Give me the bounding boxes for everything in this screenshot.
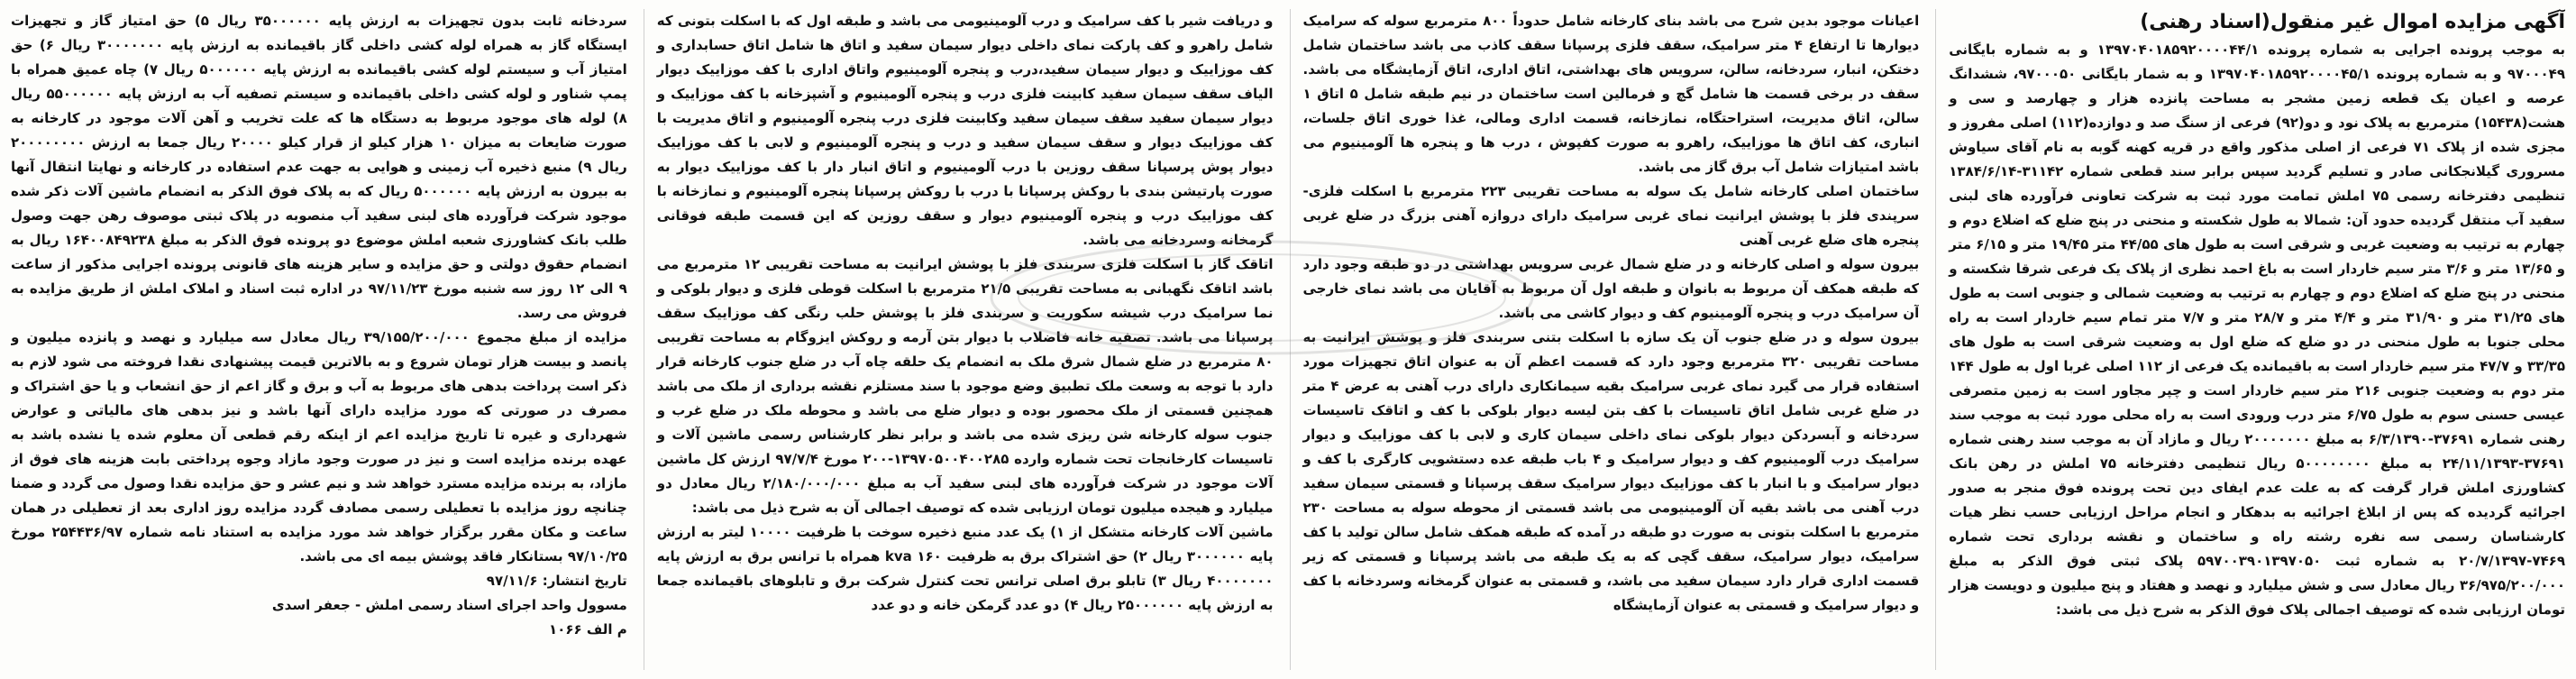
notice-column-4	[11, 9, 627, 670]
notice-paragraph: ماشین آلات کارخانه متشکل از ۱) یک عدد منبع ذخیره سوخت با ظرفیت ۱۰۰۰۰ لیتر به ارزش پایه ۳۰۰۰۰۰۰ ریال ۲) حق اشتراک برق به ظرفیت ۱۶۰ kva همراه با ترانس برق به ارزش پایه ۴۰۰۰۰۰۰۰ ریال ۳) تابلو برق اصلی ترانس تحت کنترل شرکت برق و تابلوهای باقیمانده جمعا به ارزش پایه ۲۵۰۰۰۰۰۰ ریال ۴) دو عدد گرمکن خانه و دو عدد	[656, 524, 1274, 613]
notice-paragraph: و دریافت شیر با کف سرامیک و درب آلومینیومی می باشد و طبقه اول که با اسکلت بتونی که شامل راهرو و کف پارکت نمای داخلی دیوار سیمان سفید و اتاق ها شامل اتاق حسابداری و کف موزاییک و دیوار سیمان سفید،درب و پنجره آلومینیوم واتاق اداری با کف موزاییک دیوار الیاف سقف سیمان سفید کابینت فلزی درب و پنجره آلومینیوم و آشپزخانه با کف موزاییک و دیوار سیمان سفید سقف سیمان سفید وکابینت فلزی درب پنجره آلومینیوم و اتاق مدیریت با کف موزاییک دیوار و سقف سیمان سفید و درب و پنجره آلومینیوم و لابی با کف موزاییک دیوار پوش پرسپانا سقف روزین با درب آلومینیوم و اتاق انبار دار با کف موزاییک دیوار به صورت پارتیشن بندی با روکش پرسپانا با درب با روکش پرسپانا پنجره آلومینیوم و نمازخانه با کف موزاییک درب و پنجره آلومینیوم دیوار و سقف روزین که این قسمت طبقه فوقانی گرمخانه وسردخانه می باشد.	[656, 13, 1274, 248]
ad-reference-code: م الف ۱۰۶۶	[549, 621, 627, 638]
notice-column-2	[1290, 9, 1920, 670]
notice-paragraph: اتاقک گاز با اسکلت فلزی سربندی فلز با پوشش ایرانیت به مساحت تقریبی ۱۲ مترمربع می باشد اتاقک نگهبانی به مساحت تقریبی ۲۱/۵ مترمربع با اسکلت قوطی فلزی و دیوار بلوکی و نما سرامیک درب شیشه سکوریت و سربندی فلز با پوشش حلب رنگی کف موزاییک سقف پرسپانا می باشد. تصفیه خانه فاضلاب با دیوار بتن آرمه و روکش ایزوگام به مساحت تقریبی ۸۰ مترمربع در ضلع شمال شرق ملک به انضمام یک حلقه چاه آب در ضلع جنوب کارخانه قرار دارد با توجه به وسعت ملک تطبیق وضع موجود با سند مستلزم نقشه برداری از ملک می باشد همچنین قسمتی از ملک محصور بوده و دیوار ضلع می باشد و محوطه ملک در ضلع غرب و جنوب سوله کارخانه شن ریزی شده می باشد و برابر نظر کارشناس رسمی ماشین آلات و تاسیسات کارخانجات تحت شماره وارده ۱۳۹۷۰۵۰۰۴۰۰۲۸۵-۲۰۰ مورخ ۹۷/۷/۴ ارزش کل ماشین آلات موجود در شرکت فرآورده های لبنی سفید آب به مبلغ ۲/۱۸۰/۰۰۰/۰۰۰ ریال معادل دو میلیارد و هیجده میلیون تومان ارزیابی شده که توصیف اجمالی آن به شرح ذیل می باشد:	[656, 256, 1274, 516]
notice-paragraph: بیرون سوله و در ضلع جنوب آن یک سازه با اسکلت بتنی سربندی فلز و پوشش ایرانیت به مساحت تقریبی ۳۲۰ مترمربع وجود دارد که قسمت اعظم آن به عنوان اتاق تجهیزات مورد استفاده قرار می گیرد نمای غربی سرامیک بقیه سیمانکاری دارای درب آهنی به عرض ۴ متر در ضلع غربی شامل اتاق تاسیسات با کف بتن لیسه دیوار بلوکی با کف و اتاقک تاسیسات سردخانه و آبسردکن دیوار بلوکی نمای داخلی سیمان کاری و لابی با کف موزاییک و دیوار سرامیک درب آلومینیوم کف و دیوار سرامیک و ۴ باب طبقه عده دستشویی کارگری با کف و دیوار سرامیک و با انبار با کف موزاییک دیوار سرامیک سقف پرسپانا و قسمتی سیمان سفید درب آهنی می باشد بقیه آن آلومینیومی می باشد قسمتی از محوطه سوله به مساحت ۲۳۰ مترمربع با اسکلت بتونی به صورت دو طبقه در آمده که طبقه همکف شامل سالن تولید با کف سرامیک، دیوار سرامیک، سقف گچی که به یک طبقه می باشد پرسپانا و قسمتی که زیر قسمت اداری قرار دارد سیمان سفید می باشد، و قسمتی به عنوان گرمخانه وسردخانه با کف و دیوار سرامیک و قسمتی به عنوان آزمایشگاه	[1302, 329, 1920, 613]
publication-date: تاریخ انتشار: ۹۷/۱۱/۶	[486, 573, 627, 589]
notice-title: آگهی مزایده اموال غیر منقول(اسناد رهنی)	[2140, 11, 2565, 33]
notice-column-body	[1303, 9, 1920, 618]
notice-column-3	[644, 9, 1274, 670]
notice-paragraph: بیرون سوله و اصلی کارخانه و در ضلع شمال غربی سرویس بهداشتی در دو طبقه وجود دارد که طبقه همکف آن مربوط به بانوان و طبقه اول آن مربوط به آقایان می باشد نمای خارجی آن سرامیک درب و پنجره آلومینیوم کف و دیوار کاشی می باشد.	[1302, 256, 1920, 321]
notice-column-body	[11, 9, 627, 569]
notice-paragraph: اعیانات موجود بدین شرح می باشد بنای کارخانه شامل حدوداً ۸۰۰ مترمربع سوله که سرامیک دیوارها تا ارتفاع ۴ متر سرامیک، سقف فلزی پرسپانا سقف کاذب می باشد ساختمان شامل دختکن، انبار، سردخانه، سالن، سرویس های بهداشتی، اتاق اداری، اتاق آزمایشگاه می باشد. سقف در برخی قسمت ها شامل گچ و فرمالین است ساختمان در نیم طبقه شامل ۵ اتاق ۱ سالن، اتاق مدیریت، استراحتگاه، نمازخانه، قسمت اداری ومالی، غذا خوری اتاق جلسات، انباری، کف اتاق ها موزاییک، راهرو به صورت کفپوش ، درب ها و پنجره ها آلومینیوم می باشد امتیازات شامل آب برق گاز می باشد.	[1302, 13, 1920, 175]
notice-paragraph: سردخانه ثابت بدون تجهیزات به ارزش پایه ۳۵۰۰۰۰۰۰ ریال ۵) حق امتیاز گاز و تجهیزات ایستگاه گاز به همراه لوله کشی داخلی گاز باقیمانده به ارزش پایه ۳۰۰۰۰۰۰۰ ریال ۶) حق امتیاز آب و سیستم لوله کشی باقیمانده به ارزش پایه ۵۰۰۰۰۰۰ ریال ۷) چاه عمیق همراه با پمپ شناور و لوله کشی داخلی باقیمانده و سیستم تصفیه آب به ارزش پایه ۵۵۰۰۰۰۰۰ ریال ۸) لوله های موجود مربوط به دستگاه ها که علت تخریب و آهن آلات موجود در کارخانه به صورت ضایعات به میزان ۱۰ هزار کیلو از قرار کیلو ۲۰۰۰۰ ریال جمعا به ارزش ۲۰۰۰۰۰۰۰۰ ریال ۹) منبع ذخیره آب زمینی و هوایی به جهت عدم استفاده در کارخانه و نهایتا انتقال آنها به بیرون به ارزش پایه ۵۰۰۰۰۰۰ ریال که به پلاک فوق الذکر به انضمام ماشین آلات ذکر شده موجود شرکت فرآورده های لبنی سفید آب منصوبه در پلاک ثبتی موصوف رهن جهت وصول طلب بانک کشاورزی شعبه املش موضوع دو پرونده فوق الذکر به مبلغ ۱۶۴۰۰۸۴۹۲۳۸ ریال به انضمام حقوق دولتی و حق مزایده و سایر هزینه های قانونی پرونده اجرایی مذکور از ساعت ۹ الی ۱۲ روز سه شنبه مورخ ۹۷/۱۱/۲۳ در اداره ثبت اسناد و املاک املش از طریق مزایده به فروش می رسد.	[11, 13, 627, 321]
notice-paragraph: مزایده از مبلغ مجموع ۳۹/۱۵۵/۲۰۰/۰۰۰ ریال معادل سه میلیارد و نهصد و پانزده میلیون و پانصد و بیست هزار تومان شروع و به بالاترین قیمت پیشنهادی نقدا فروخته می شود لازم به ذکر است پرداخت بدهی های مربوط به آب و برق و گاز اعم از حق انشعاب و یا حق اشتراک و مصرف در صورتی که مورد مزایده دارای آنها باشد و نیز بدهی های مالیاتی و عوارض شهرداری و غیره تا تاریخ مزایده اعم از اینکه رقم قطعی آن معلوم شده یا نشده باشد به عهده برنده مزایده است و نیز در صورت وجود مازاد وجوه پرداختی بابت هزینه های فوق از مازاد، به برنده مزایده مسترد خواهد شد و نیم عشر و حق مزایده نقدا وصول می گردد و ضمنا چنانچه روز مزایده با تعطیلی رسمی مصادف گردد مزایده روز اداری بعد از تعطیلی در همان ساعت و مکان مقرر برگزار خواهد شد مورد مزایده به استناد نامه شماره ۲۵۴۴۳۶/۹۷ مورخ ۹۷/۱۰/۲۵ بستانکار فاقد پوشش بیمه ای می باشد.	[11, 329, 627, 564]
notice-paragraph: به موجب پرونده اجرایی به شماره پرونده ۱۳۹۷۰۴۰۱۸۵۹۲۰۰۰۰۴۴/۱ و به شماره بایگانی ۹۷۰۰۰۴۹ و به شماره پرونده ۱۳۹۷۰۴۰۱۸۵۹۲۰۰۰۰۴۵/۱ و به شمار بایگانی ۹۷۰۰۰۵۰، ششدانگ عرصه و اعیان یک قطعه زمین مشجر به مساحت پانزده هزار و چهارصد و سی و هشت(۱۵۴۳۸) مترمربع به پلاک نود و دو(۹۲) فرعی از سنگ صد و دوازده(۱۱۲) اصلی مفروز و مجزی شده از پلاک ۷۱ فرعی از اصلی مذکور واقع در قریه کهنه گوبه به نام آقای سیاوش مسروری گیلانجکانی صادر و تسلیم گردید سپس برابر سند قطعی شماره ۳۱۱۴۲-۱۳۸۴/۶/۱۴ تنظیمی دفترخانه رسمی ۷۵ املش تمامت مورد ثبت به شرکت تعاونی فرآورده های لبنی سفید آب منتقل گردیده حدود آن: شمالا به طول شکسته و منحنی در پنج ضلع که اضلاع دوم و چهارم به ترتیب به وضعیت غربی و شرقی است به طول های ۴۴/۵۵ متر ۱۹/۴۵ متر و ۶/۱۵ متر و ۱۳/۶۵ متر و ۳/۶ متر سیم خاردار است به باغ احمد نظری از پلاک یک فرعی شرقا شکسته و منحنی در پنج ضلع که اضلاع دوم و چهارم به ترتیب به وضعیت شمالی و جنوبی است به طول های ۳۱/۲۵ متر و ۳۱/۹۰ متر و ۴/۴ متر و ۲۸/۷ متر و ۷/۷ متر تمام سیم خاردار است به راه محلی جنوبا به طول منحنی در دو ضلع که ضلع اول به وضعیت شرقی است به طول های ۳۳/۳۵ و ۴۷/۷ متر سیم خاردار است به باقیمانده یک فرعی از ۱۱۲ اصلی غربا اول به طول ۱۴۴ متر دوم به وضعیت جنوبی ۲۱۶ متر سیم خاردار است و چپر مجاور است به زمین متصرفی عیسی حسنی سوم به طول ۶/۷۵ متر درب ورودی است به راه محلی مورد ثبت به موجب سند رهنی شماره ۳۷۶۹۱-۶/۳/۱۳۹۰ به مبلغ ۲۰۰۰۰۰۰۰ ریال و مازاد آن به موجب سند رهنی شماره ۳۷۶۹۱-۲۴/۱۱/۱۳۹۳ به مبلغ ۵۰۰۰۰۰۰۰۰ ریال تنظیمی دفترخانه ۷۵ املش در رهن بانک کشاورزی املش قرار گرفت که به علت عدم ایفای دین تحت پرونده فوق منجر به صدور اجرائیه گردیده که پس از ابلاغ اجرائیه به بدهکار و انجام مراحل ارزیابی حسب نظر هیات کارشناسان رسمی سه نفره رشته راه و ساختمان و نقشه برداری تحت شماره ۷۴۶۹-۲۰/۷/۱۳۹۷ به شماره ثبت ۵۹۷۰۰۳۹۰۱۳۹۷۰۵۰ پلاک ثبتی فوق الذکر به مبلغ ۳۶/۹۷۵/۲۰۰/۰۰۰ ریال معادل سی و شش میلیارد و نهصد و هفتاد و پنج میلیون و دویست هزار تومان ارزیابی شده که توصیف اجمالی پلاک فوق الذکر به شرح ذیل می باشد:	[1949, 41, 2565, 618]
notice-paragraph: ساختمان اصلی کارخانه شامل یک سوله به مساحت تقریبی ۲۲۳ مترمربع با اسکلت فلزی-سرپندی فلز با پوشش ایرانیت نمای غربی سرامیک دارای دروازه آهنی بزرگ در ضلع غربی پنجره های ضلع غربی آهنی	[1302, 183, 1920, 248]
notice-column-body	[657, 9, 1274, 618]
notice-column-body	[1949, 38, 2565, 622]
issuer-signature: مسوول واحد اجرای اسناد رسمی املش - جعفر اسدی	[271, 597, 627, 613]
notice-column-1	[1935, 9, 2565, 670]
